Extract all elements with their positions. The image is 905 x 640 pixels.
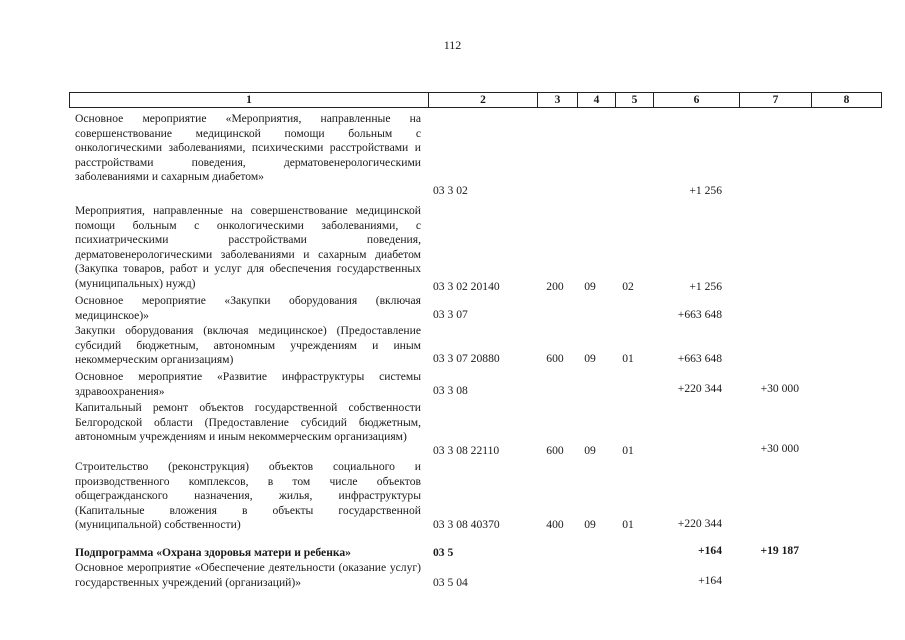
column-header-8: 8	[812, 93, 882, 108]
row-name: Закупки оборудования (включая медицинское) (Предоставление субсидий бюджетным, автономным учреждениям и иным некоммерческим организациям)	[75, 324, 421, 366]
row-col5: 01	[622, 444, 634, 457]
row-col3: 400	[546, 518, 564, 531]
row-amount-6: +220 344	[677, 517, 722, 530]
row-amount-6: +164	[698, 544, 722, 557]
column-header-6: 6	[654, 93, 740, 108]
row-name: Подпрограмма «Охрана здоровья матери и ребенка»	[75, 546, 351, 559]
row-col3: 200	[546, 280, 564, 293]
column-header-7: 7	[740, 93, 812, 108]
row-amount-6: +1 256	[689, 184, 722, 197]
column-header-5: 5	[616, 93, 654, 108]
page-number: 112	[443, 38, 462, 52]
row-code: 03 3 08 22110	[433, 444, 500, 457]
row-amount-6: +220 344	[677, 382, 722, 395]
row-col5: 01	[622, 352, 634, 365]
column-header-4: 4	[578, 93, 616, 108]
row-col3: 600	[546, 444, 564, 457]
row-code: 03 5	[433, 546, 454, 559]
row-code: 03 3 07	[433, 308, 468, 321]
row-amount-7: +30 000	[760, 442, 799, 455]
row-name: Основное мероприятие «Развитие инфраструктуры системы здравоохранения»	[75, 370, 421, 398]
row-amount-6: +663 648	[677, 308, 722, 321]
row-amount-6: +663 648	[677, 352, 722, 365]
row-amount-6: +164	[698, 574, 722, 587]
column-header-2: 2	[429, 93, 538, 108]
row-col3: 600	[546, 352, 564, 365]
row-amount-6: +1 256	[689, 280, 722, 293]
row-col4: 09	[584, 280, 596, 293]
column-header-1: 1	[70, 93, 429, 108]
row-name: Строительство (реконструкция) объектов социального и производственного комплексов, в том числе объектов общегражданского назначения, жилья, инфраструктуры (Капитальные вложения в объекты государственной (муниципальной) собственности)	[75, 460, 421, 531]
row-name: Основное мероприятие «Обеспечение деятельности (оказание услуг) государственных учреждений (организаций)»	[75, 561, 421, 589]
column-header-table	[69, 92, 882, 108]
row-code: 03 3 07 20880	[433, 352, 500, 365]
row-amount-7: +19 187	[760, 544, 799, 557]
row-name: Основное мероприятие «Мероприятия, направленные на совершенствование медицинской помощи больным с онкологическими заболеваниями, психическими расстройствами и расстройствами поведения, дерматовенерологическими заболеваниями и сахарным диабетом»	[75, 112, 421, 183]
column-header-row	[70, 93, 882, 108]
row-code: 03 5 04	[433, 576, 468, 589]
row-code: 03 3 02 20140	[433, 280, 500, 293]
row-col4: 09	[584, 444, 596, 457]
row-col4: 09	[584, 352, 596, 365]
row-name: Мероприятия, направленные на совершенствование медицинской помощи больным с онкологическими заболеваниями, с психиатрическими расстройствами поведения, дерматовенерологическими заболеваниями и сахарным диабетом (Закупка товаров, работ и услуг для обеспечения государственных (муниципальных) нужд)	[75, 204, 421, 290]
row-code: 03 3 08	[433, 384, 468, 397]
row-col5: 02	[622, 280, 634, 293]
column-header-3: 3	[538, 93, 578, 108]
row-name: Основное мероприятие «Закупки оборудования (включая медицинское)»	[75, 294, 421, 322]
row-col4: 09	[584, 518, 596, 531]
row-col5: 01	[622, 518, 634, 531]
row-name: Капитальный ремонт объектов государственной собственности Белгородской области (Предоставление субсидий бюджетным, автономным учреждениям и иным некоммерческим организациям)	[75, 401, 421, 443]
row-code: 03 3 02	[433, 184, 468, 197]
row-amount-7: +30 000	[760, 382, 799, 395]
row-code: 03 3 08 40370	[433, 518, 500, 531]
